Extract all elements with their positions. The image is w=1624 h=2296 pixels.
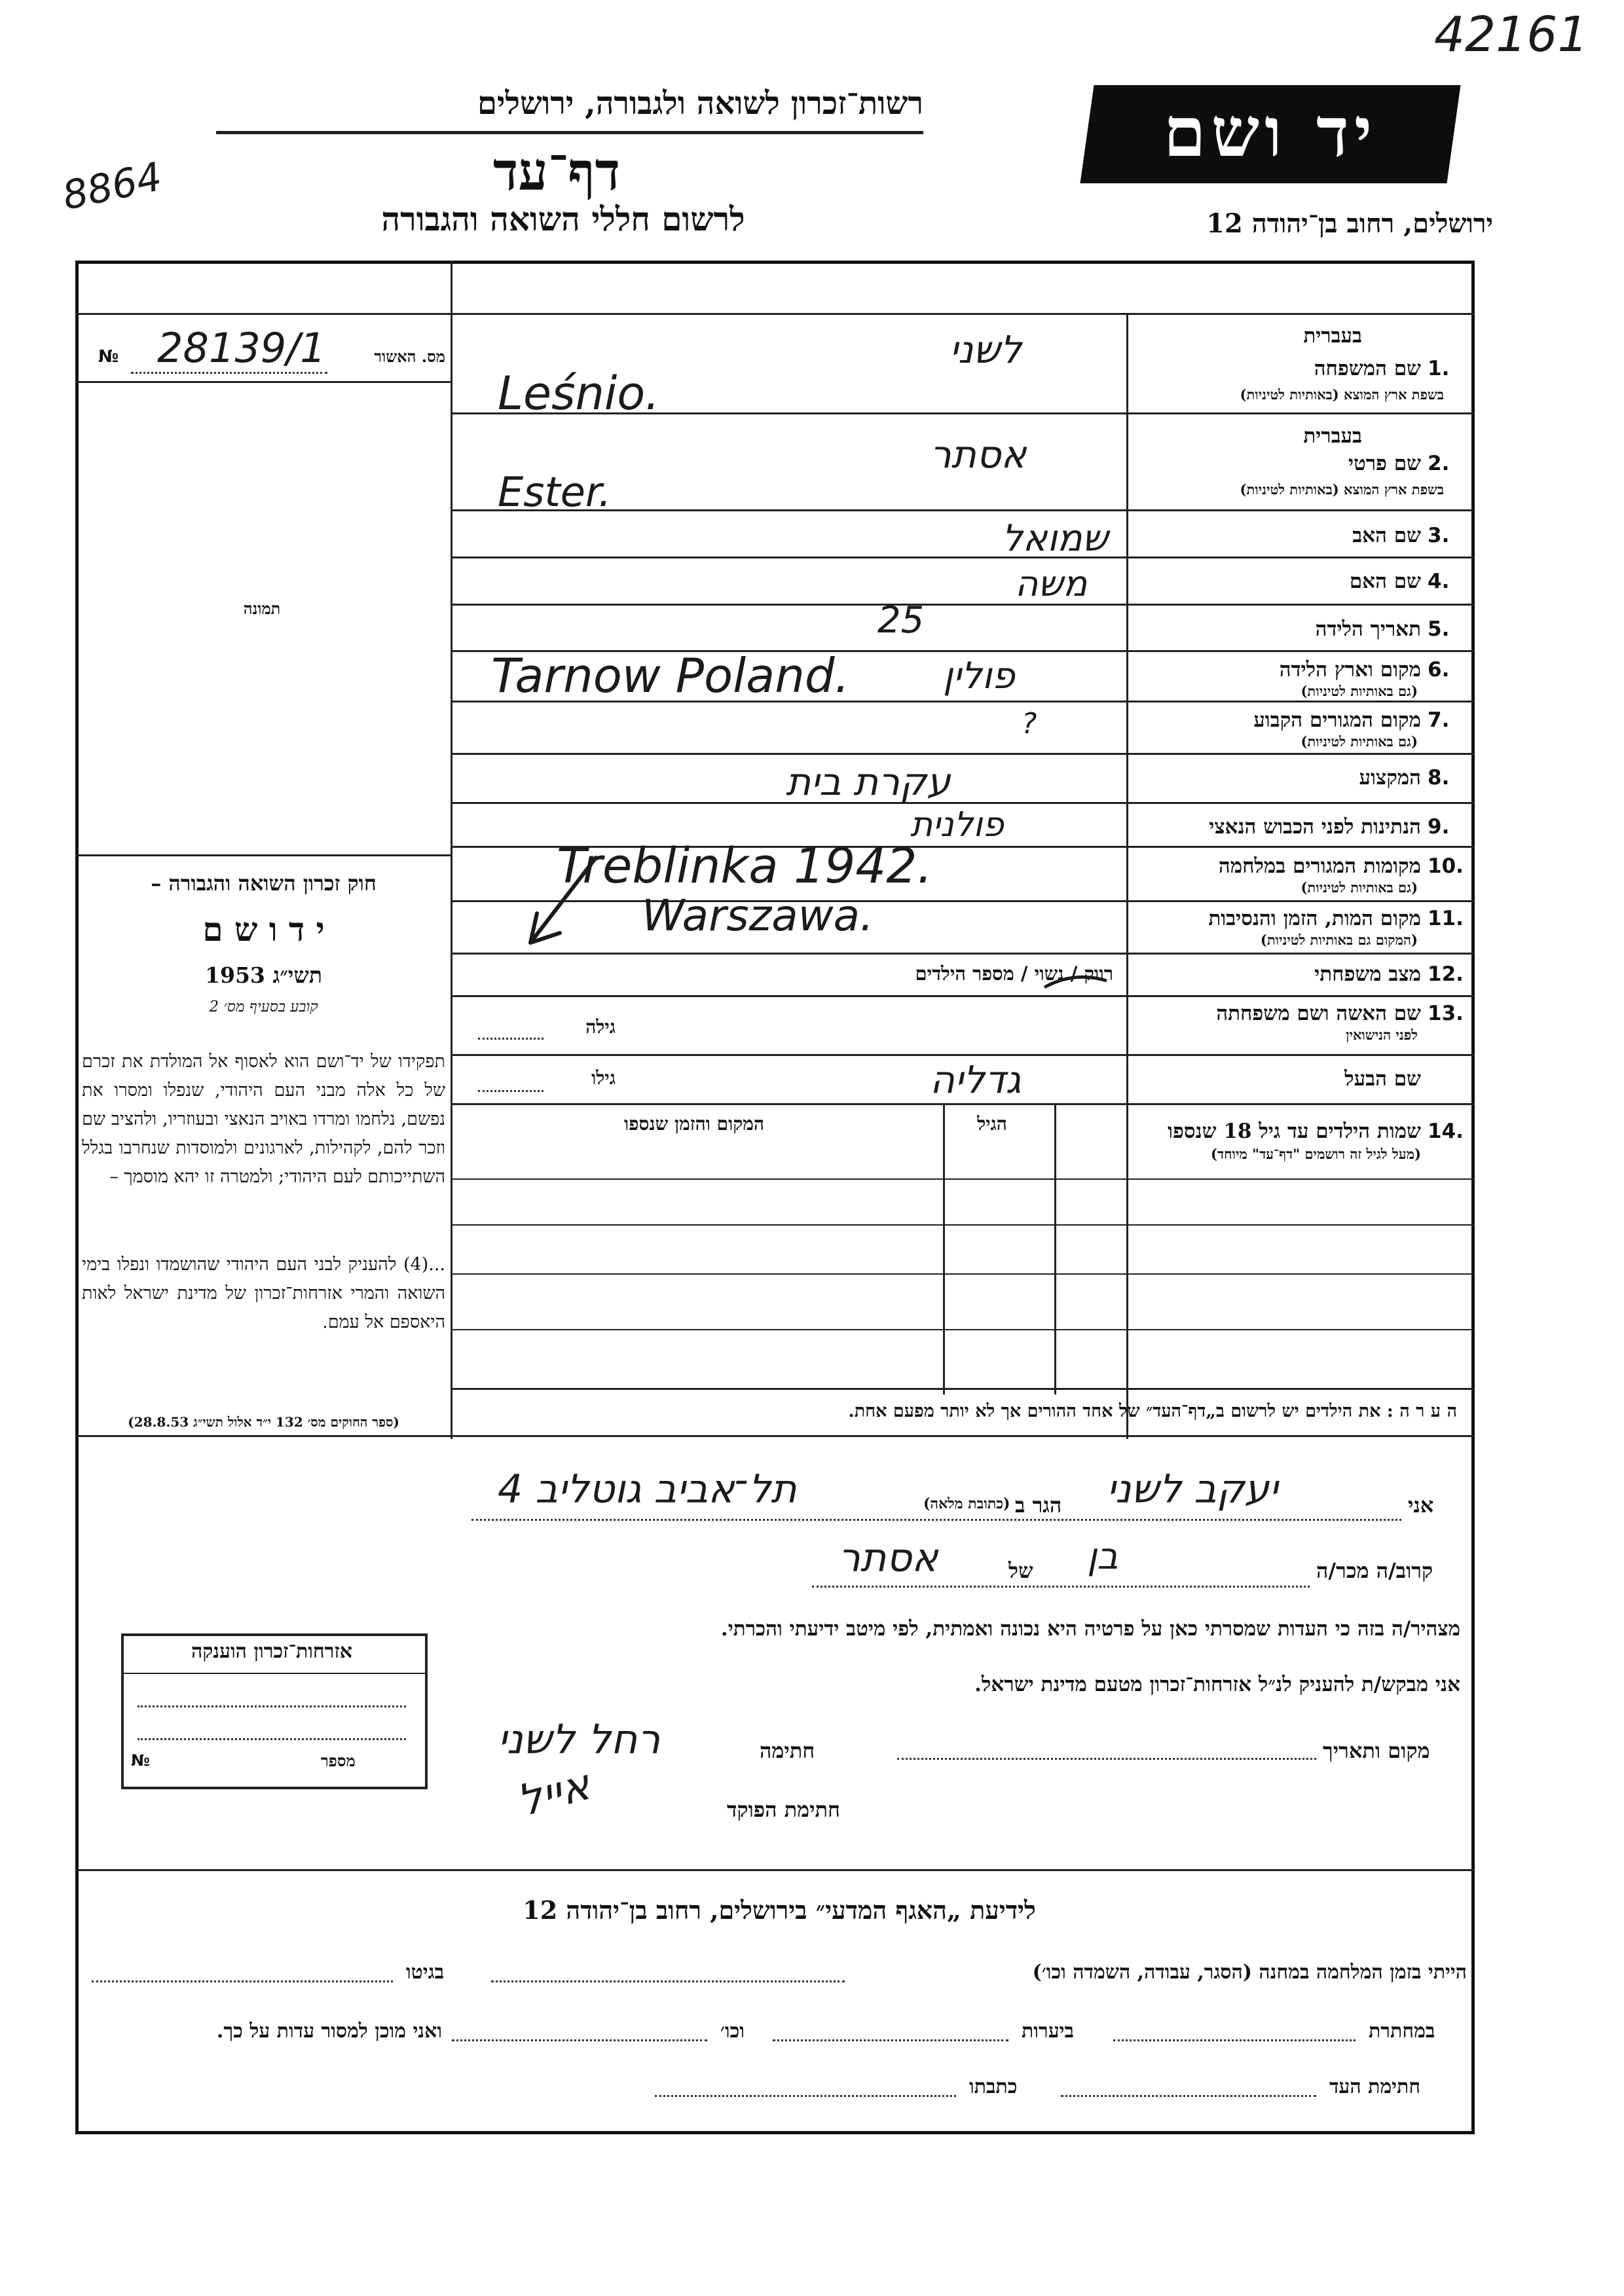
- form-subtitle: לרשום חללי השואה והגבורה: [381, 200, 745, 238]
- husband-value: גדליה: [930, 1057, 1022, 1102]
- footer-ghetto-line: [92, 1980, 393, 1982]
- approval-no-sign: №: [98, 347, 119, 367]
- field-14-sub: (מעל לגיל זה רושמים "דף־עד" מיוחד): [1211, 1146, 1421, 1162]
- field-6-sub: (גם באותיות לטיניות): [1301, 683, 1418, 699]
- of-label: של: [1008, 1558, 1033, 1583]
- field-8-value: עקרת בית: [786, 759, 951, 804]
- lang-label-1: בעברית: [1303, 324, 1362, 348]
- lang-label-2: בעברית: [1303, 424, 1362, 448]
- field-3-value: שמואל: [1002, 517, 1109, 560]
- field-10-label: מקומות המגורים במלחמה: [1218, 854, 1421, 878]
- field-10-sub: (גם באותיות לטיניות): [1301, 879, 1418, 896]
- field-10-value: Treblinka 1942.: [557, 838, 932, 894]
- children-row-2: [451, 1224, 1475, 1226]
- field-9-no: 9.: [1428, 815, 1450, 839]
- field-10-no: 10.: [1428, 854, 1464, 878]
- field-6-hebrew-value: פולין: [943, 655, 1015, 697]
- footer-etc-label: וכו׳: [720, 2020, 745, 2043]
- field-11-sub: (המקום גם באותיות לטיניות): [1260, 932, 1418, 948]
- field-7-sub: (גם באותיות לטיניות): [1301, 733, 1418, 750]
- footer-address-line: [655, 2095, 956, 2097]
- citizenship-no-sign: №: [131, 1751, 150, 1770]
- law-year: תשי״ג 1953: [205, 962, 322, 988]
- sidebar-top-line: [75, 854, 451, 856]
- citizenship-dots-2: [138, 1738, 406, 1740]
- photo-label: תמונה: [243, 599, 281, 618]
- field-1-hebrew-value: לשני: [950, 327, 1022, 372]
- field-8-no: 8.: [1428, 766, 1450, 790]
- children-col-1: [943, 1103, 945, 1394]
- footer-forest-line: [773, 2039, 1008, 2041]
- field-2-label: שם פרטי: [1348, 452, 1421, 475]
- law-paragraph-2: ...(4) להעניק לבני העם היהודי שהושמדו ונפלו בימי השואה והמרי אזרחות־זכרון של מדינת ישראל לאות היאספם אל עמם.: [82, 1254, 445, 1332]
- row-12-line: [451, 995, 1475, 997]
- approval-number: 28139/1: [157, 324, 326, 372]
- label-column-divider: [1126, 313, 1128, 1439]
- relative-label: קרוב/ה מכר/ה: [1316, 1558, 1433, 1583]
- of-name-value: אסתר: [838, 1535, 938, 1581]
- remark: ה ע ר ה : את הילדים יש לרשום ב„דף־העד״ של אחד ההורים אך לא יותר מפעם אחת.: [848, 1401, 1457, 1421]
- children-place-header: המקום והזמן שנספו: [624, 1113, 764, 1135]
- archive-number: 42161: [1434, 7, 1589, 63]
- field-2-sub: בשפת ארץ המוצא (באותיות לטיניות): [1240, 481, 1444, 498]
- approval-dots: [131, 372, 327, 374]
- law-source: (ספר החוקים מס׳ 132 י״ד אלול תשי״ג 28.8.53): [128, 1414, 399, 1430]
- field-4-value: משה: [1015, 563, 1088, 604]
- field-5-no: 5.: [1428, 617, 1450, 641]
- place-date-label: מקום ותאריך: [1323, 1738, 1430, 1763]
- clerk-signature-label: חתימת הפוקד: [727, 1797, 840, 1822]
- field-7-label: מקום המגורים הקבוע: [1253, 708, 1421, 732]
- field-8-label: המקצוע: [1359, 766, 1421, 790]
- citizenship-number-label: מספר: [321, 1751, 356, 1770]
- field-11-value: Warszawa.: [642, 890, 874, 941]
- declaration-i-label: אני: [1408, 1493, 1434, 1518]
- arrow-icon: [517, 845, 609, 956]
- field-2-hebrew-value: אסתר: [930, 432, 1027, 477]
- footer-camp-label: הייתי בזמן המלחמה במחנה (הסגר, עבודה, השמדה וכו׳): [1032, 1961, 1467, 1984]
- footer-underground-line: [1113, 2039, 1356, 2041]
- field-9-value: פולנית: [910, 805, 1004, 845]
- declarant-name: יעקב לשני: [1107, 1467, 1278, 1512]
- footer-notice: לידיעת „האגף המדעי״ בירושלים, רחוב בן־יהודה 12: [523, 1895, 1036, 1925]
- logo-text: יד ושם: [1163, 92, 1378, 172]
- field-12-no: 12.: [1428, 962, 1464, 986]
- declaration-request: אני מבקש/ת להעניק לנ״ל אזרחות־זכרון מטעם מדינת ישראל.: [974, 1673, 1460, 1696]
- margin-note: 8864: [58, 153, 166, 220]
- husband-age-dots: [478, 1090, 544, 1092]
- citizenship-dots-1: [138, 1705, 406, 1707]
- footer-forest-label: ביערות: [1022, 2020, 1075, 2043]
- row-13-line: [451, 1054, 1475, 1056]
- field-13-label: שם האשה ושם משפחתה: [1216, 1002, 1421, 1025]
- children-row-1: [451, 1178, 1475, 1180]
- field-2-latin-value: Ester.: [498, 468, 612, 516]
- field-3-label: שם האב: [1352, 524, 1421, 547]
- strike-mark-icon: [1041, 968, 1113, 994]
- declaration-line-1: [471, 1519, 1401, 1521]
- children-row-4: [451, 1329, 1475, 1330]
- children-col-2: [1054, 1103, 1056, 1394]
- field-6-no: 6.: [1428, 658, 1450, 682]
- field-5-value: 25: [877, 599, 925, 642]
- authority-underline: [216, 131, 923, 134]
- field-1-label: שם המשפחה: [1314, 357, 1421, 380]
- footer-camp-line: [491, 1980, 845, 1982]
- field-6-latin-value: Tarnow Poland.: [491, 648, 850, 703]
- field-13-sub: לפני הנישואין: [1346, 1027, 1418, 1043]
- field-14-label: שמות הילדים עד גיל 18 שנספו: [1168, 1120, 1421, 1143]
- field-14-no: 14.: [1428, 1120, 1464, 1143]
- citizenship-title: אזרחות־זכרון הוענקה: [191, 1640, 353, 1663]
- husband-label: שם הבעל: [1344, 1067, 1421, 1091]
- authority-line: רשות־זכרון לשואה ולגבורה, ירושלים: [477, 85, 923, 122]
- wife-age-dots: [478, 1038, 544, 1040]
- form-title: דף־עד: [492, 141, 621, 202]
- field-6-label: מקום וארץ הלידה: [1279, 658, 1421, 682]
- footer-ghetto-label: בגיטו: [406, 1961, 445, 1984]
- wife-age-label: גילה: [585, 1016, 616, 1038]
- husband-age-label: גילו: [591, 1067, 616, 1089]
- row-4-line: [451, 604, 1475, 606]
- place-date-line: [897, 1758, 1316, 1760]
- field-11-no: 11.: [1428, 907, 1464, 930]
- field-7-value: ?: [1022, 707, 1037, 740]
- citizenship-title-line: [121, 1673, 425, 1674]
- address-line: ירושלים, רחוב בן־יהודה 12: [1206, 208, 1493, 239]
- declaration-line-2: [812, 1586, 1310, 1588]
- field-1-sub: בשפת ארץ המוצא (באותיות לטיניות): [1240, 386, 1444, 403]
- signature-value: רחל לשני: [498, 1715, 661, 1763]
- address-hint: (כתובת מלאה): [923, 1495, 1010, 1512]
- row-7-line: [451, 753, 1475, 755]
- relation-value: בן: [1087, 1535, 1118, 1578]
- field-12-label: מצב משפחתי: [1314, 962, 1421, 986]
- footer-testify-label: ואני מוכן למסור עדות על כך.: [216, 2020, 442, 2043]
- footer-witness-label: חתימת העד: [1329, 2075, 1421, 2098]
- top-band-line: [75, 313, 1475, 315]
- footer-address-label: כתבתו: [969, 2075, 1018, 2098]
- row-8-line: [451, 802, 1475, 804]
- approval-label: מס. האשור: [374, 347, 445, 366]
- field-9-label: הנתינות לפני הכבוש הנאצי: [1209, 815, 1421, 839]
- row-3-line: [451, 556, 1475, 558]
- field-11-label: מקום המות, הזמן והנסיבות: [1208, 907, 1421, 930]
- signature-label: חתימה: [760, 1738, 815, 1763]
- footer-underground-label: במחתרת: [1369, 2020, 1435, 2043]
- field-4-label: שם האם: [1349, 570, 1421, 593]
- marital-status-options: רווק / נשוי / מספר הילדים: [915, 962, 1113, 985]
- approval-line: [75, 381, 451, 383]
- field-5-label: תאריך הלידה: [1315, 617, 1421, 641]
- field-1-latin-value: Leśnio.: [498, 367, 660, 420]
- field-13-no: 13.: [1428, 1002, 1464, 1025]
- field-1-no: 1.: [1428, 357, 1450, 380]
- remark-line: [75, 1435, 1475, 1437]
- children-bottom: [451, 1388, 1475, 1390]
- resides-label: הגר ב: [1015, 1493, 1062, 1518]
- children-age-header: הגיל: [977, 1113, 1007, 1135]
- field-4-no: 4.: [1428, 570, 1450, 593]
- law-title: חוק זכרון השואה והגבורה –: [151, 871, 377, 896]
- declarant-address: תל־אביב גוטליב 4: [498, 1467, 797, 1512]
- field-3-no: 3.: [1428, 524, 1450, 547]
- law-paragraph-1: תפקידו של יד־ושם הוא לאסוף אל המולדת את זכרם של כל אלה מבני העם היהודי, שנפלו ומסרו את נפשם, נלחמו ומרדו באויב הנאצי ובעוזריו, ולהציב שם וזכר להם, לקהילות, לארגונים ולמוסדות שנחרבו בגלל השתייכותם לעם היהודי; ולמטרה זו יהא מוסמך –: [82, 1051, 445, 1187]
- footer-etc-line: [452, 2039, 707, 2041]
- footer-witness-line: [1061, 2095, 1316, 2097]
- clerk-signature-value: אייל: [511, 1758, 596, 1827]
- law-sub: קובע בסעיף מס׳ 2: [209, 998, 318, 1015]
- declaration-statement: מצהיר/ה בזה כי העדות שמסרתי כאן על פרטיה היא נכונה ואמתית, לפי מיטב ידיעתי והכרתי.: [720, 1617, 1460, 1641]
- field-2-no: 2.: [1428, 452, 1450, 475]
- law-name: י ד ו ש ם: [202, 910, 325, 949]
- field-7-no: 7.: [1428, 708, 1450, 732]
- footer-top-line: [75, 1869, 1475, 1871]
- children-row-3: [451, 1273, 1475, 1275]
- row-husband-line: [451, 1103, 1475, 1105]
- left-column-divider: [451, 261, 452, 1439]
